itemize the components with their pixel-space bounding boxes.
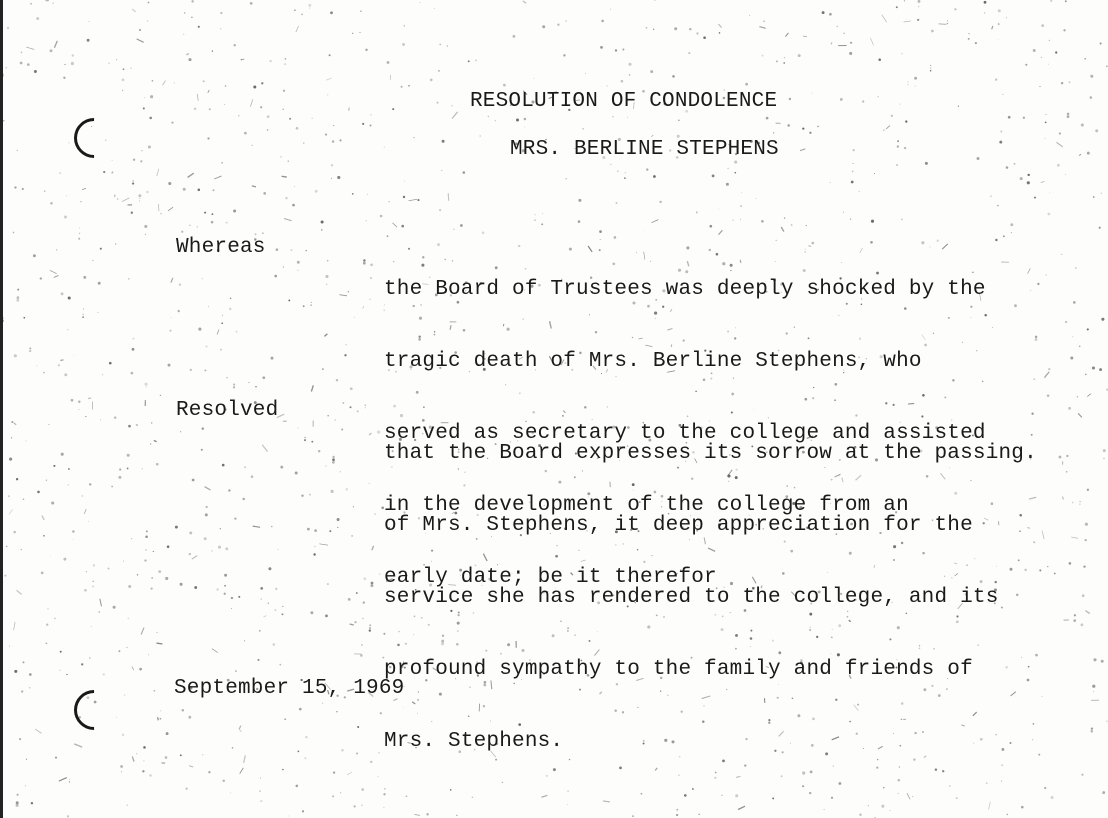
resolved-clause	[384, 394, 1037, 802]
whereas-line: the Board of Trustees was deeply shocked by the	[384, 278, 986, 301]
document-subtitle: MRS. BERLINE STEPHENS	[510, 138, 779, 161]
document-title: RESOLUTION OF CONDOLENCE	[470, 90, 778, 113]
resolved-line: that the Board expresses its sorrow at the passing.	[384, 442, 1037, 465]
whereas-line: in the development of the college from an	[384, 494, 909, 517]
resolved-line: Mrs. Stephens.	[384, 730, 564, 753]
whereas-line: served as secretary to the college and assisted	[384, 422, 986, 445]
whereas-line: early date; be it therefor	[384, 566, 717, 589]
whereas-line: tragic death of Mrs. Berline Stephens, who	[384, 350, 922, 373]
document-date: September 15, 1969	[174, 677, 405, 700]
whereas-label: Whereas	[176, 236, 266, 259]
resolved-label: Resolved	[176, 399, 279, 422]
resolved-line: profound sympathy to the family and friends of	[384, 658, 973, 681]
resolved-line: of Mrs. Stephens, it deep appreciation for the	[384, 514, 973, 537]
resolved-line: service she has rendered to the college, and its	[384, 586, 999, 609]
page-left-edge	[0, 0, 3, 818]
